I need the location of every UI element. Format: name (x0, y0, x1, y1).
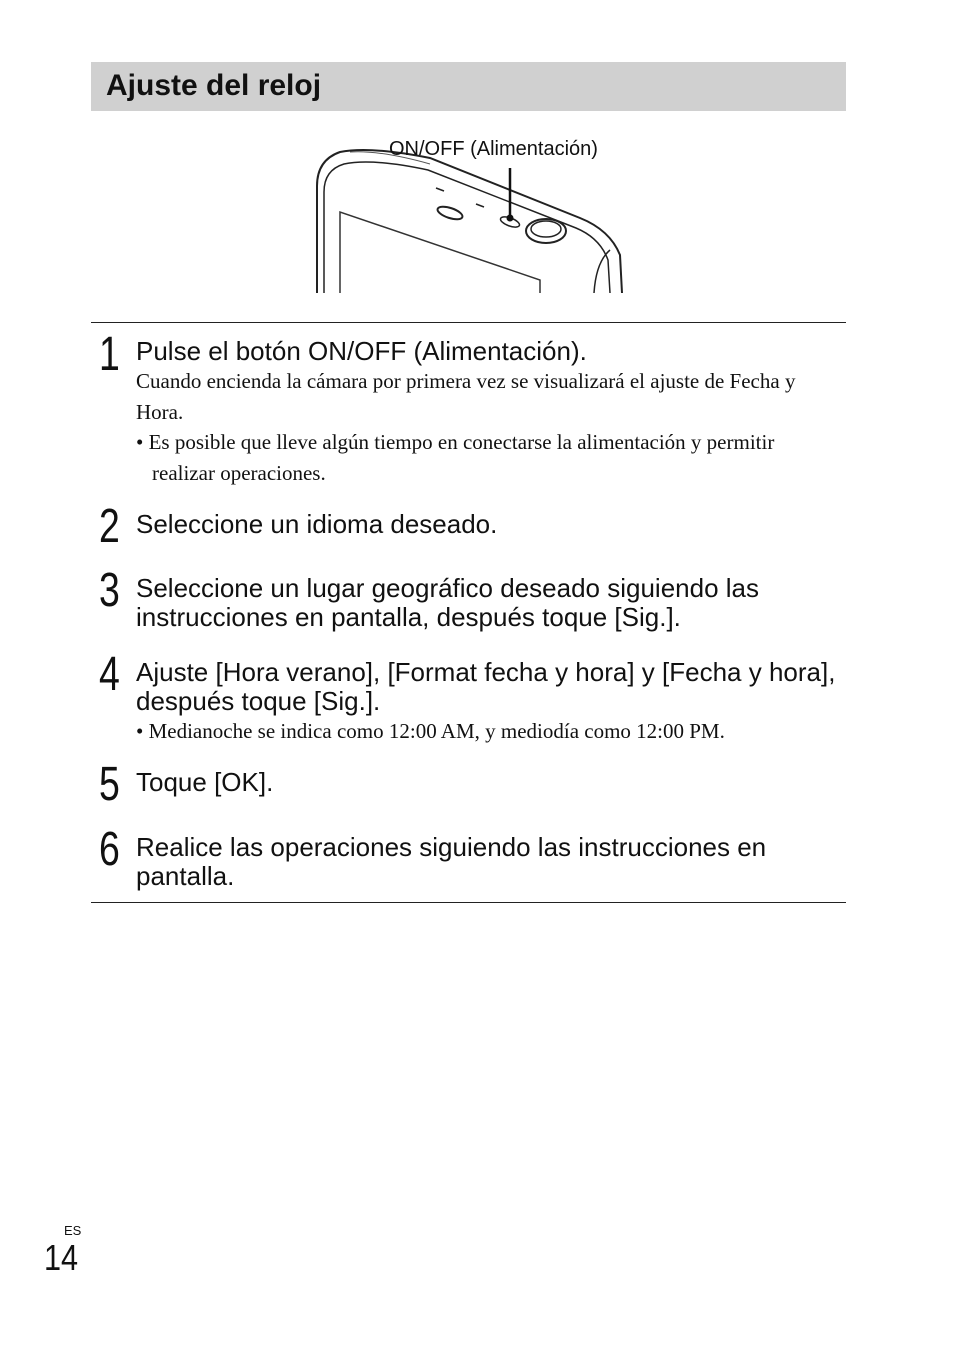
step-title: Seleccione un lugar geográfico deseado siguiendo las instrucciones en pantalla, después toque [Sig.]. (136, 573, 759, 632)
step-number: 3 (99, 564, 120, 617)
section-title-bar (91, 62, 846, 111)
step-title: Seleccione un idioma deseado. (136, 509, 498, 539)
section-title: Ajuste del reloj (106, 69, 322, 102)
step-number: 5 (99, 758, 120, 811)
step-number: 4 (99, 648, 120, 701)
power-button-callout: ON/OFF (Alimentación) (389, 138, 598, 160)
language-code: ES (64, 1223, 82, 1238)
step-title: Ajuste [Hora verano], [Format fecha y hora] y [Fecha y hora], después toque [Sig.]. (136, 657, 836, 716)
step-note: • Medianoche se indica como 12:00 AM, y mediodía como 12:00 PM. (136, 719, 725, 743)
top-divider (91, 322, 846, 323)
step-note: • Es posible que lleve algún tiempo en conectarse la alimentación y permitir realizar operaciones. (136, 430, 775, 485)
step-description: Cuando encienda la cámara por primera vez se visualizará el ajuste de Fecha y Hora. (136, 369, 796, 424)
bottom-divider (91, 902, 846, 903)
step-number: 2 (99, 500, 120, 553)
page-number: 14 (44, 1237, 79, 1278)
step-number: 6 (99, 823, 120, 876)
step-title: Realice las operaciones siguiendo las instrucciones en pantalla. (136, 832, 767, 891)
step-number: 1 (99, 328, 120, 381)
step-title: Toque [OK]. (136, 767, 274, 797)
step-title: Pulse el botón ON/OFF (Alimentación). (136, 336, 587, 366)
